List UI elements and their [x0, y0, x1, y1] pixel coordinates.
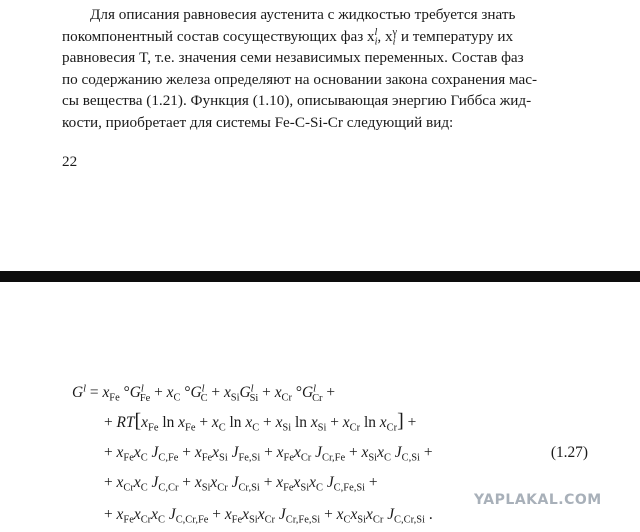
text-line-5: сы вещества (1.21). Функция (1.10), описывающая энергию Гиббса жид-	[62, 92, 532, 110]
formula-line-3: + $x_{Fe}x_C$ $J_{C,Fe} + x_{Fe}x_{Si}$ $J_{Fe,Si} + x_{Fe}x_{Cr}$ $J_{Cr,Fe} + x_{Si}x_C$ $J_{C,Si}$ + (1.27)	[104, 444, 588, 464]
text-line-3: равновесия T, т.е. значения семи независимых переменных. Состав фаз	[62, 49, 524, 67]
text-line-2-start: покомпонентный состав сосуществующих фаз x	[62, 27, 375, 45]
text-line-2-end: и температуру их	[397, 27, 514, 45]
text-line-1: Для описания равновесия аустенита с жидкостью требуется знать	[90, 6, 516, 23]
text-line-2: покомпонентный состав сосуществующих фаз $x_i^l$, $x_i^\gamma$ и температуру их	[62, 26, 514, 48]
text-line-6: кости, приобретает для системы Fe-C-Si-Cr следующий вид:	[62, 113, 454, 131]
text-line-4: по содержанию железа определяют на основании закона сохранения мас-	[62, 70, 538, 88]
formula-line-5: + $x_{Fe}x_{Cr}x_C$ $J_{C,Cr,Fe} + x_{Fe}x_{Si}x_{Cr}$ $J_{Cr,Fe,Si} + x_Cx_{Si}x_{Cr}$ $J_{C,Cr,Si}$ .	[104, 506, 433, 526]
formula-line-1: $G^l = x_{Fe}$ $^\circ G^l_{Fe} + x_C$ $^\circ G^l_C + x_{Si}G^l_{Si} + x_{Cr}$ $^\circ G^l_{Cr}$ +	[72, 383, 336, 404]
equation-number: (1.27)	[550, 444, 588, 461]
body-paragraph	[62, 4, 610, 134]
site-watermark: YAPLAKAL.COM	[474, 492, 602, 508]
formula-line-2: + $RT[x_{Fe}$ $\ln x_{Fe} + x_C$ $\ln x_C + x_{Si}$ $\ln x_{Si} + x_{Cr}$ $\ln x_{Cr}$] +	[104, 410, 417, 434]
page-number: 22	[62, 153, 78, 170]
page-divider	[0, 271, 640, 282]
formula-line-4: + $x_{Cr}x_C$ $J_{C,Cr} + x_{Si}x_{Cr}$ $J_{Cr,Si} + x_{Fe}x_{Si}x_C$ $J_{C,Fe,Si}$ +	[104, 474, 378, 494]
text-line-2-mid: , x	[377, 27, 393, 45]
